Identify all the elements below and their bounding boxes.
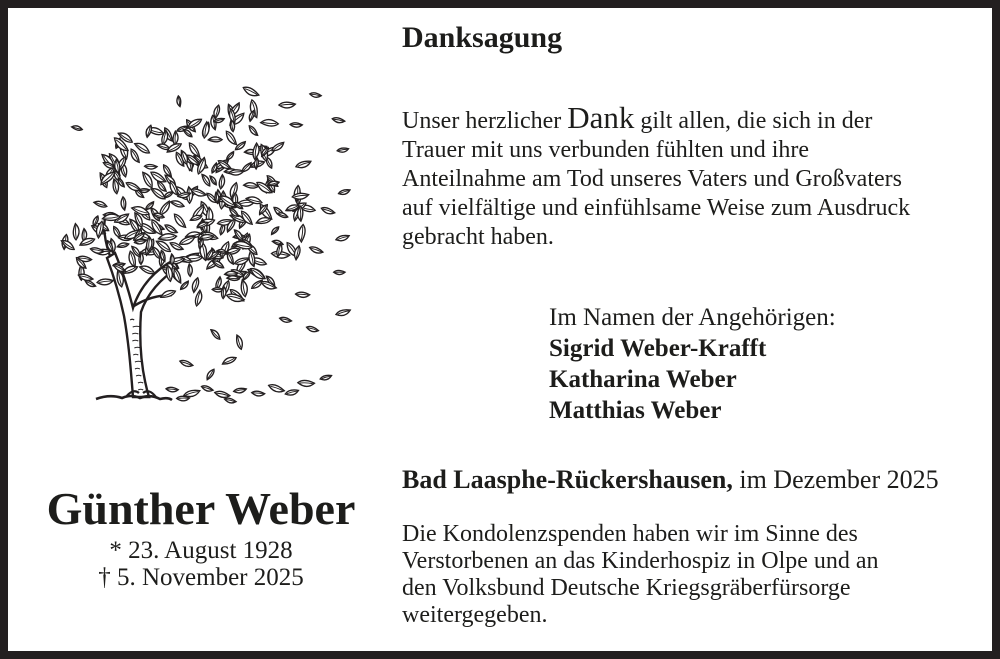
- family-member-name: Sigrid Weber-Krafft: [549, 335, 767, 362]
- windswept-tree-illustration: [44, 72, 356, 420]
- family-intro: Im Namen der Angehörigen:: [549, 304, 836, 331]
- death-date: † 5. November 2025: [98, 564, 304, 591]
- place-dateline: [402, 466, 939, 494]
- family-member-name: Matthias Weber: [549, 397, 722, 424]
- dateline-place: Bad Laasphe-Rückershausen,: [402, 465, 733, 494]
- family-member-name: Katharina Weber: [549, 366, 737, 393]
- thanks-paragraph: [402, 100, 922, 252]
- deceased-dates: [40, 537, 362, 591]
- dateline-date: im Dezember 2025: [739, 465, 939, 494]
- birth-date: * 23. August 1928: [109, 537, 293, 564]
- donation-note: Die Kondolenzspenden haben wir im Sinne des Verstorbenen an das Kinderhospiz in Olpe und an den Volksbund Deutsche Kriegsgräberfürsorge weitergegeben.: [402, 521, 879, 628]
- thanks-text-after: gilt allen, die sich in der Trauer mit uns verbunden fühlten und ihre Anteilnahme am Tod unseres Vaters und Großvaters auf vielfältige und einfühlsame Weise zum Ausdruck gebracht haben.: [402, 108, 911, 250]
- notice-title: Danksagung: [402, 21, 563, 54]
- deceased-block: [40, 483, 362, 591]
- thanks-text-before: Unser herzlicher: [402, 108, 562, 134]
- family-block: [549, 302, 836, 426]
- deceased-name: Günther Weber: [46, 483, 356, 534]
- thanks-emphasis-word: Dank: [567, 100, 635, 135]
